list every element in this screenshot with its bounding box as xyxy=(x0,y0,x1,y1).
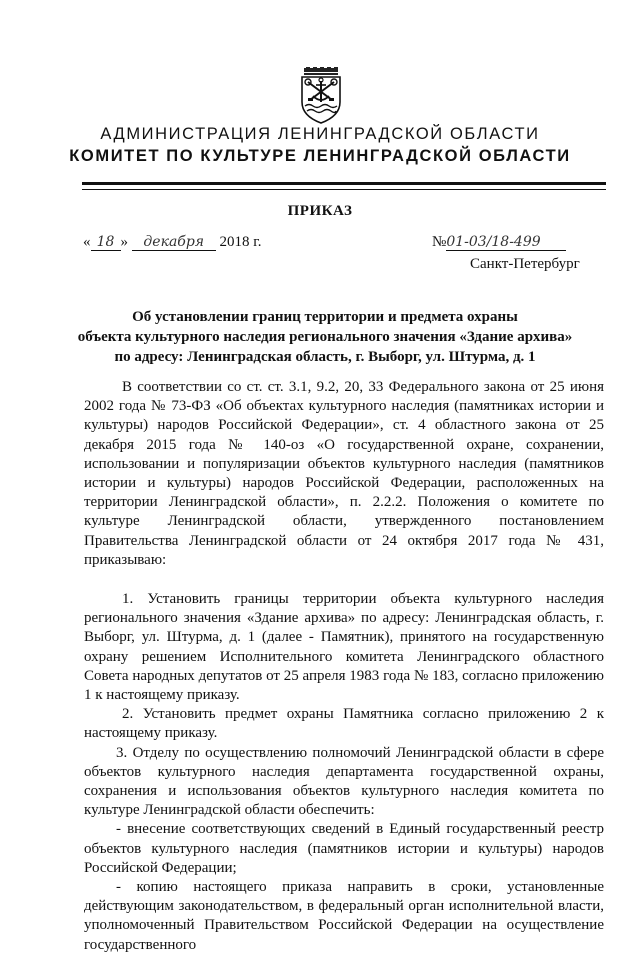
number-handwritten: 01-03/18-499 xyxy=(446,235,566,251)
date-month-handwritten: декабря xyxy=(132,235,216,251)
document-body xyxy=(84,378,604,955)
coat-of-arms-icon xyxy=(298,66,344,124)
subject-line: объекта культурного наследия регионального значения «Здание архива» xyxy=(77,329,573,345)
subject-line: по адресу: Ленинградская область, г. Выборг, ул. Штурма, д. 1 xyxy=(114,349,536,365)
organization-line-committee: КОМИТЕТ ПО КУЛЬТУРЕ ЛЕНИНГРАДСКОЙ ОБЛАСТИ xyxy=(69,147,571,165)
date-year: 2018 г. xyxy=(219,234,262,250)
header-divider-thin xyxy=(82,189,606,190)
document-subject xyxy=(60,307,590,367)
document-title: ПРИКАЗ xyxy=(287,203,353,219)
order-subitem-registry: - внесение соответствующих сведений в Единый государственный реестр объектов культурного наследия (памятников истории и культуры) народов Российской Федерации; xyxy=(84,821,604,876)
number-prefix: № xyxy=(432,234,447,250)
order-item-3: 3. Отделу по осуществлению полномочий Ленинградской области в сфере объектов культурного наследия департамента государственной охраны, сохранения и использования объектов культурного наследия комитета по культуре Ленинградской области обеспечить: xyxy=(84,744,604,819)
document-number xyxy=(432,234,566,251)
order-item-1: 1. Установить границы территории объекта культурного наследия регионального значения «Здание архива» по адресу: Ленинградская область, г. Выборг, ул. Штурма, д. 1 (далее - Памятник), принятого на государственную охрану решением Исполнительного комитета Ленинградского областного Совета народных депутатов от 25 апреля 1983 года № 183, согласно приложению 1 к настоящему приказу. xyxy=(84,591,604,704)
subject-line: Об установлении границ территории и предмета охраны xyxy=(132,309,518,325)
date-day-handwritten: 18 xyxy=(91,235,121,251)
header-divider-thick xyxy=(82,182,606,185)
document-city: Санкт-Петербург xyxy=(470,256,580,272)
organization-line-administration: АДМИНИСТРАЦИЯ ЛЕНИНГРАДСКОЙ ОБЛАСТИ xyxy=(100,125,540,143)
order-item-2: 2. Установить предмет охраны Памятника согласно приложению 2 к настоящему приказу. xyxy=(84,706,604,742)
date-quote-close: » xyxy=(120,234,128,250)
document-date xyxy=(83,234,261,251)
date-quote-open: « xyxy=(83,234,91,250)
order-subitem-send-copy: - копию настоящего приказа направить в сроки, установленные действующим законодательством, в федеральный орган исполнительной власти, уполномоченный Правительством Российской Федерации на осуществление государственного xyxy=(84,879,604,953)
preamble-paragraph: В соответствии со ст. ст. 3.1, 9.2, 20, 33 Федерального закона от 25 июня 2002 года № 73-ФЗ «Об объектах культурного наследия (памятниках истории и культуры) народов Российской Федерации», ст. 4 областного закона от 25 декабря 2015 года № 140-оз «О государственной охране, сохранении, использовании и популяризации объектов культурного наследия (памятников истории и культуры) народов Российской Федерации, расположенных на территории Ленинградской области», п. 2.2.2. Положения о комитете по культуре Ленинградской области, утвержденного постановлением Правительства Ленинградской области от 24 октября 2017 года № 431, приказываю: xyxy=(84,379,604,568)
